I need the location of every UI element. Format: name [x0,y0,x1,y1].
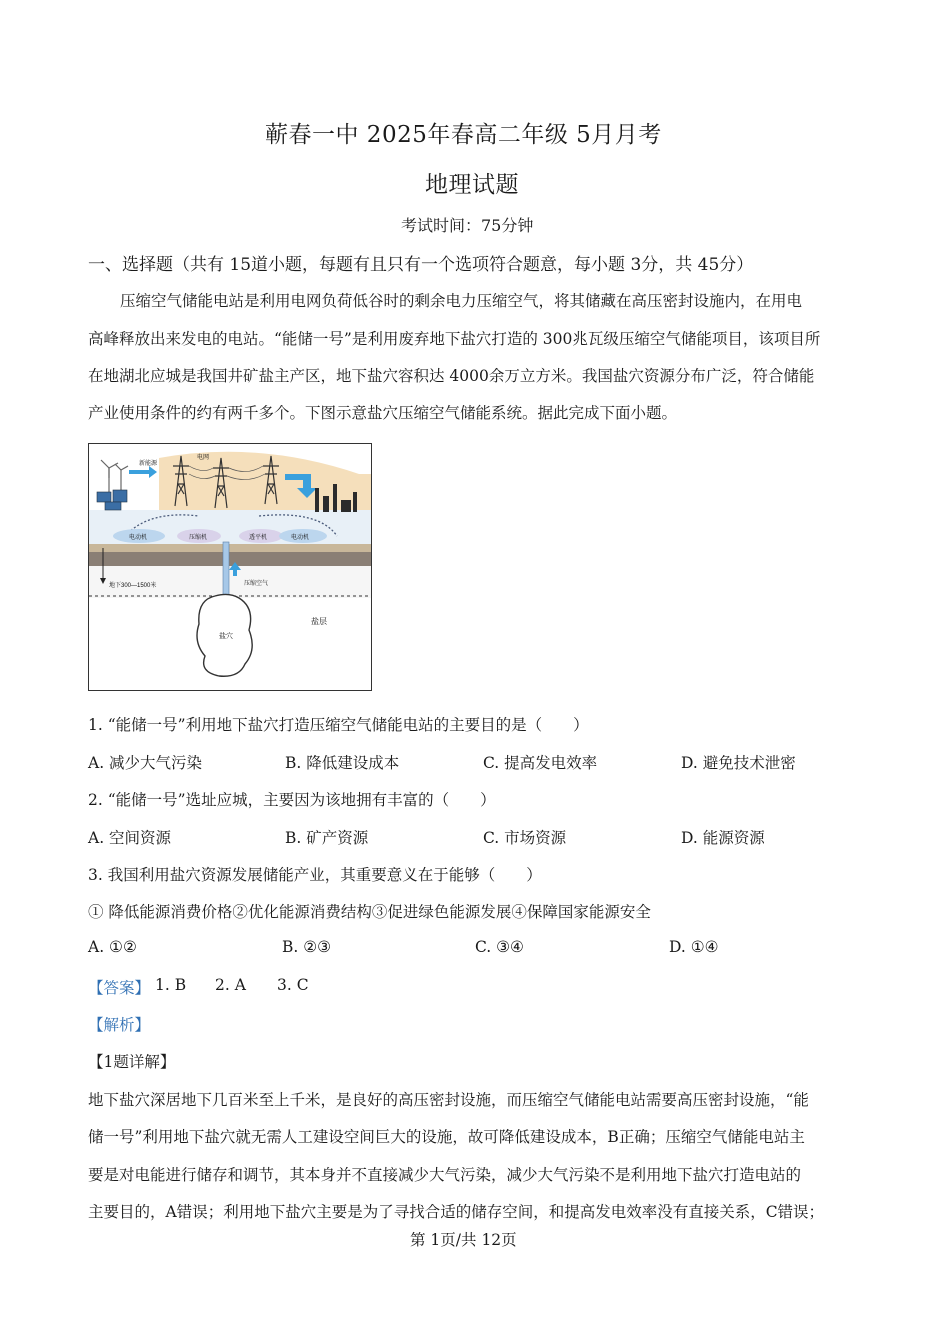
label-salt-layer: 盐层 [311,617,327,626]
page-footer: 第 1页/共 12页 [410,1231,517,1249]
question-1-option-c[interactable]: C. 提高发电效率 [483,754,598,772]
label-salt-cavern: 盐穴 [219,633,233,640]
analysis-line: 主要目的，A错误；利用地下盐穴主要是为了寻找合适的储存空间，和提高发电效率没有直接关系，C错误； [88,1203,825,1221]
surface-band [89,544,371,552]
question-3-option-d[interactable]: D. ①④ [669,938,719,956]
passage-line: 产业使用条件的约有两千多个。下图示意盐穴压缩空气储能系统。据此完成下面小题。 [88,404,678,422]
answer-value-3: 3. C [277,976,309,994]
label-grid: 电网 [197,455,210,461]
exam-time: 考试时间：75分钟 [401,216,534,235]
analysis-detail-heading: 【1题详解】 [88,1053,176,1071]
passage-line: 压缩空气储能电站是利用电网负荷低谷时的剩余电力压缩空气，将其储藏在高压密封设施内，在用电 [120,292,803,310]
analysis-line: 储一号”利用地下盐穴就无需人工建设空间巨大的设施，故可降低建设成本，B正确；压缩空气储能电站主 [88,1128,805,1146]
label-compressed-air: 压缩空气 [244,581,269,587]
exam-title: 蕲春一中 2025年春高二年级 5月月考 [265,122,662,148]
question-2-option-b[interactable]: B. 矿产资源 [285,829,369,847]
label-motor-right: 电动机 [291,535,310,541]
question-3-stem: 3. 我国利用盐穴资源发展储能产业，其重要意义在于能够（ ） [88,866,542,884]
label-turbine: 透平机 [249,535,268,541]
sediment-layer [89,566,371,598]
question-2-stem: 2. “能储一号”选址应城，主要因为该地拥有丰富的（ ） [88,791,496,809]
label-depth: 地下300—1500米 [109,583,157,589]
question-3-statements: ① 降低能源消费价格②优化能源消费结构③促进绿色能源发展④保障国家能源安全 [88,903,651,921]
answer-value-2: 2. A [215,976,246,994]
label-new-energy: 新能源 [139,461,158,467]
salt-cavern-diagram [88,443,372,691]
answer-value-1: 1. B [155,976,187,994]
label-motor-left: 电动机 [129,535,148,541]
question-2-option-a[interactable]: A. 空间资源 [88,829,172,847]
section-heading: 一、选择题（共有 15道小题，每题有且只有一个选项符合题意，每小题 3分，共 45分） [88,255,754,275]
label-compressor: 压缩机 [189,535,208,541]
analysis-line: 要是对电能进行储存和调节，其本身并不直接减少大气污染，减少大气污染不是利用地下盐穴打造电站的 [88,1166,802,1184]
question-2-option-c[interactable]: C. 市场资源 [483,829,567,847]
rock-band [89,552,371,566]
analysis-label: 【解析】 [88,1016,151,1034]
question-1-option-b[interactable]: B. 降低建设成本 [285,754,400,772]
question-1-option-d[interactable]: D. 避免技术泄密 [681,754,796,772]
passage-line: 在地湖北应城是我国井矿盐主产区，地下盐穴容积达 4000余万立方米。我国盐穴资源分布广泛，符合储能 [88,367,815,385]
question-1-option-a[interactable]: A. 减少大气污染 [88,754,203,772]
diagram-svg [89,444,371,690]
question-3-option-b[interactable]: B. ②③ [282,938,332,956]
analysis-line: 地下盐穴深居地下几百米至上千米，是良好的高压密封设施，而压缩空气储能电站需要高压密封设施，“能 [88,1091,809,1109]
question-2-option-d[interactable]: D. 能源资源 [681,829,765,847]
subject-title: 地理试题 [425,172,519,198]
passage-line: 高峰释放出来发电的电站。“能储一号”是利用废弃地下盐穴打造的 300兆瓦级压缩空气储能项目，该项目所 [88,330,821,348]
question-3-option-a[interactable]: A. ①② [88,938,137,956]
question-3-option-c[interactable]: C. ③④ [475,938,524,956]
question-1-stem: 1. “能储一号”利用地下盐穴打造压缩空气储能电站的主要目的是（ ） [88,716,589,734]
answer-label: 【答案】 [88,979,151,997]
